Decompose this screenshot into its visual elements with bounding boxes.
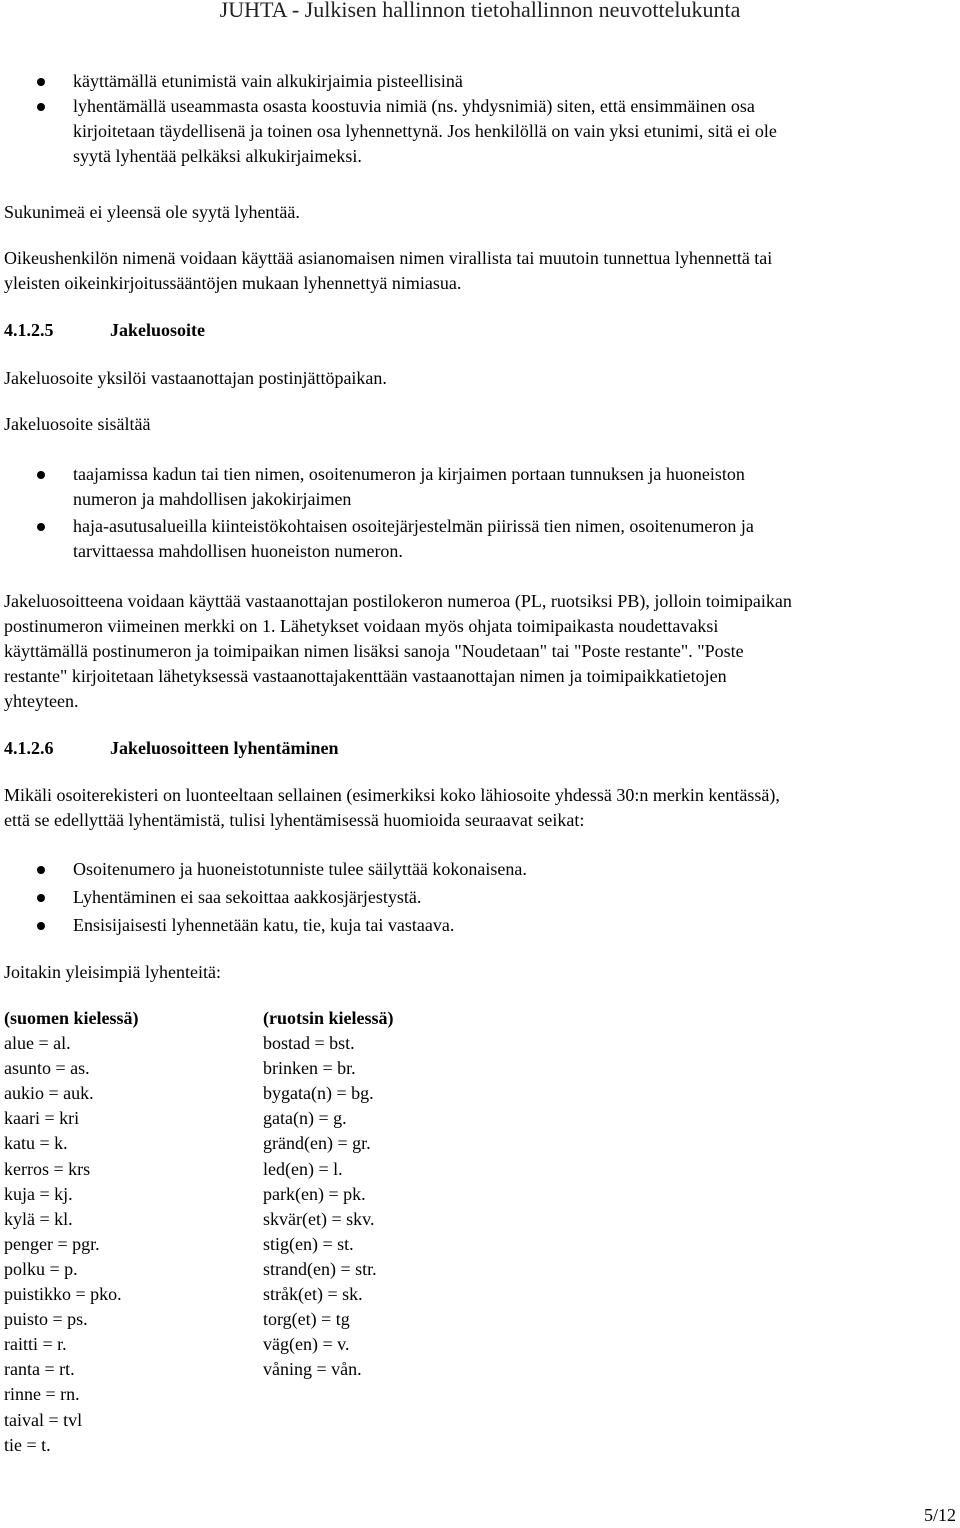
abbreviation-item: väg(en) = v. bbox=[263, 1334, 350, 1355]
paragraph-text: Jakeluosoitteena voidaan käyttää vastaanottajan postilokeron numeroa (PL, ruotsiksi PB), jolloin toimipaikan bbox=[4, 591, 792, 611]
abbreviation-item: aukio = auk. bbox=[4, 1083, 94, 1104]
abbreviation-item: rinne = rn. bbox=[4, 1384, 80, 1405]
abbreviation-item: ranta = rt. bbox=[4, 1359, 75, 1380]
bullet-icon bbox=[37, 866, 45, 874]
abbreviation-item: asunto = as. bbox=[4, 1058, 90, 1079]
abbreviation-item: strand(en) = str. bbox=[263, 1258, 377, 1279]
paragraph-text: Oikeushenkilön nimenä voidaan käyttää asianomaisen nimen virallista tai muutoin tunnettua lyhennettä tai bbox=[4, 248, 773, 268]
abbreviation-item: torg(et) = tg bbox=[263, 1309, 350, 1330]
bullet-icon bbox=[37, 523, 45, 531]
list-item-text: haja-asutusalueilla kiinteistökohtaisen osoitejärjestelmän piirissä tien nimen, osoitenumeron ja bbox=[73, 516, 754, 536]
abbreviation-item: raitti = r. bbox=[4, 1334, 67, 1355]
list-item-text: Ensisijaisesti lyhennetään katu, tie, kuja tai vastaava. bbox=[73, 915, 455, 935]
paragraph-contains bbox=[4, 412, 956, 437]
list-item bbox=[0, 857, 960, 882]
abbreviation-item: gata(n) = g. bbox=[263, 1108, 347, 1129]
list-item-text: numeron ja mahdollisen jakokirjaimen bbox=[73, 489, 352, 509]
abbreviation-rules-list bbox=[0, 857, 960, 938]
paragraph-abbreviation-rules bbox=[4, 783, 956, 833]
section-number: 4.1.2.5 bbox=[4, 320, 54, 340]
paragraph-text: yleisten oikeinkirjoitussääntöjen mukaan lyhennettyä nimiasua. bbox=[4, 273, 462, 293]
list-item bbox=[0, 462, 960, 512]
list-item bbox=[0, 885, 960, 910]
column-header: (suomen kielessä) bbox=[4, 1008, 139, 1028]
list-item bbox=[0, 514, 960, 564]
bullet-icon bbox=[37, 78, 45, 86]
paragraph-intro bbox=[4, 366, 956, 391]
abbreviation-item: led(en) = l. bbox=[263, 1158, 343, 1179]
list-item-text: syytä lyhentää pelkäksi alkukirjaimeksi. bbox=[73, 146, 362, 166]
list-item bbox=[0, 913, 960, 938]
list-item-text: Osoitenumero ja huoneistotunniste tulee säilyttää kokonaisena. bbox=[73, 859, 527, 879]
paragraph-legal-person bbox=[4, 246, 956, 296]
name-abbreviation-list bbox=[0, 69, 960, 169]
abbreviation-item: katu = k. bbox=[4, 1133, 68, 1154]
page-number: 5/12 bbox=[923, 1505, 956, 1525]
bullet-icon bbox=[37, 103, 45, 111]
section-heading-4125 bbox=[4, 318, 205, 343]
abbreviation-item: kaari = kri bbox=[4, 1108, 80, 1129]
abbreviation-item: brinken = br. bbox=[263, 1058, 356, 1079]
section-title: Jakeluosoitteen lyhentäminen bbox=[110, 738, 339, 758]
paragraph-text: yhteyteen. bbox=[4, 691, 79, 711]
abbreviation-item: tie = t. bbox=[4, 1434, 51, 1455]
list-item-text: tarvittaessa mahdollisen huoneiston numeron. bbox=[73, 541, 403, 561]
paragraph-text: Jakeluosoite yksilöi vastaanottajan postinjättöpaikan. bbox=[4, 368, 387, 388]
list-item-text: kirjoitetaan täydellisenä ja toinen osa lyhennettynä. Jos henkilöllä on vain yksi etunimi, sitä ei ole bbox=[73, 121, 777, 141]
page-header-title: JUHTA - Julkisen hallinnon tietohallinnon neuvottelukunta bbox=[219, 0, 741, 22]
abbreviation-item: park(en) = pk. bbox=[263, 1183, 366, 1204]
list-item bbox=[0, 69, 960, 94]
list-item bbox=[0, 94, 960, 169]
paragraph-text: Jakeluosoite sisältää bbox=[4, 414, 151, 434]
abbreviation-item: stig(en) = st. bbox=[263, 1233, 354, 1254]
abbreviation-item: bygata(n) = bg. bbox=[263, 1083, 374, 1104]
bullet-icon bbox=[37, 922, 45, 930]
list-item-text: Lyhentäminen ei saa sekoittaa aakkosjärjestystä. bbox=[73, 887, 422, 907]
paragraph-text: restante" kirjoitetaan lähetyksessä vastaanottajakenttään vastaanottajan nimen ja toimipaikkatietojen bbox=[4, 666, 727, 686]
section-heading-4126 bbox=[4, 736, 339, 761]
abbreviation-item: gränd(en) = gr. bbox=[263, 1133, 371, 1154]
paragraph-text: Sukunimeä ei yleensä ole syytä lyhentää. bbox=[4, 202, 300, 222]
paragraph-text: käyttämällä postinumeron ja toimipaikan nimen lisäksi sanoja "Noudetaan" tai "Poste restante". "Poste bbox=[4, 641, 744, 661]
abbreviation-item: kylä = kl. bbox=[4, 1208, 73, 1229]
swedish-abbreviations-column bbox=[263, 1006, 394, 1382]
abbreviation-item: kerros = krs bbox=[4, 1158, 91, 1179]
paragraph-surname bbox=[4, 200, 956, 225]
bullet-icon bbox=[37, 894, 45, 902]
list-item-text: lyhentämällä useammasta osasta koostuvia nimiä (ns. yhdysnimiä) siten, että ensimmäinen osa bbox=[73, 96, 755, 116]
abbreviation-item: stråk(et) = sk. bbox=[263, 1284, 363, 1305]
list-item-text: taajamissa kadun tai tien nimen, osoitenumeron ja kirjaimen portaan tunnuksen ja huoneiston bbox=[73, 464, 745, 484]
abbreviation-item: skvär(et) = skv. bbox=[263, 1208, 375, 1229]
abbreviation-item: taival = tvl bbox=[4, 1409, 83, 1430]
paragraph-list-intro bbox=[4, 960, 956, 985]
paragraph-text: postinumeron viimeinen merkki on 1. Lähetykset voidaan myös ohjata toimipaikasta noudettavaksi bbox=[4, 616, 719, 636]
abbreviation-item: kuja = kj. bbox=[4, 1183, 73, 1204]
abbreviation-item: penger = pgr. bbox=[4, 1233, 100, 1254]
paragraph-text: Mikäli osoiterekisteri on luonteeltaan sellainen (esimerkiksi koko lähiosoite yhdessä 30:n merkin kentässä), bbox=[4, 785, 780, 805]
abbreviation-item: polku = p. bbox=[4, 1258, 78, 1279]
bullet-icon bbox=[37, 471, 45, 479]
paragraph-po-box bbox=[4, 589, 956, 714]
section-number: 4.1.2.6 bbox=[4, 738, 54, 758]
abbreviation-item: puistikko = pko. bbox=[4, 1284, 122, 1305]
section-title: Jakeluosoite bbox=[110, 320, 206, 340]
abbreviation-item: våning = vån. bbox=[263, 1359, 362, 1380]
abbreviation-item: bostad = bst. bbox=[263, 1033, 355, 1054]
delivery-address-list bbox=[0, 462, 960, 564]
finnish-abbreviations-column bbox=[4, 1006, 139, 1458]
paragraph-text: että se edellyttää lyhentämistä, tulisi lyhentämisessä huomioida seuraavat seikat: bbox=[4, 810, 585, 830]
abbreviation-item: alue = al. bbox=[4, 1033, 71, 1054]
column-header: (ruotsin kielessä) bbox=[263, 1008, 394, 1028]
list-item-text: käyttämällä etunimistä vain alkukirjaimia pisteellisinä bbox=[73, 71, 463, 91]
paragraph-text: Joitakin yleisimpiä lyhenteitä: bbox=[4, 962, 221, 982]
abbreviation-item: puisto = ps. bbox=[4, 1309, 88, 1330]
